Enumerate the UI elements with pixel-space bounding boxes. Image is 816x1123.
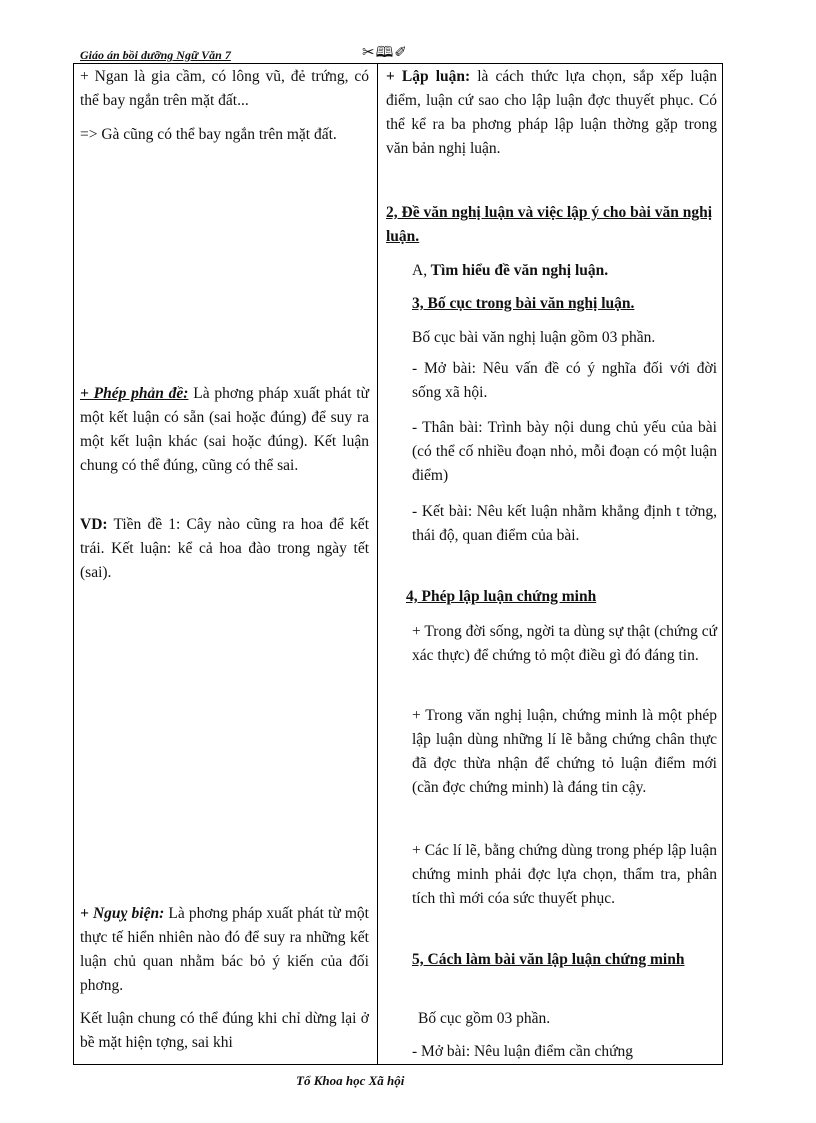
heading-cach-lam-bai: 5, Cách làm bài văn lập luận chứng minh [412, 951, 685, 968]
lap-luan-label: + Lập luận: [386, 68, 471, 85]
cach-lam-mo-bai: - Mở bài: Nêu luận điểm cần chứng [412, 1043, 634, 1060]
example-label: VD: [80, 516, 108, 533]
right-paragraph-lap-luan [386, 65, 717, 161]
column-divider [377, 64, 378, 1064]
left-paragraph-phep-phan-de [80, 382, 369, 478]
chung-minh-doi-song: + Trong đời sống, ngời ta dùng sự thật (chứng cứ xác thực) để chứng tỏ một điều gì đó đáng tin. [412, 623, 717, 664]
page-header [80, 45, 740, 64]
heading-de-van-nghi-luan: 2, Đề văn nghị luận và việc lập ý cho bài văn nghị luận. [386, 204, 712, 245]
heading-tim-hieu-de [412, 259, 717, 283]
heading-chung-minh: 4, Phép lập luận chứng minh [406, 588, 597, 605]
tim-hieu-de-text: Tìm hiểu đề văn nghị luận. [427, 262, 609, 279]
left-paragraph-ket-luan: Kết luận chung có thể đúng khi chỉ dừng lại ở bề mặt hiện tợng, sai khi [80, 1010, 369, 1051]
bo-cuc-than-bai: - Thân bài: Trình bày nội dung chủ yếu của bài (có thể cố nhiều đoạn nhỏ, mỗi đoạn có một luận điểm) [412, 419, 717, 484]
nguy-bien-label: + Nguỵ biện: [80, 905, 165, 922]
chung-minh-van-nghi-luan: + Trong văn nghị luận, chứng minh là một phép lập luận dùng những lí lẽ bằng chứng chân thực đã đợc thừa nhận để chứng tỏ luận điểm mới (cần đợc chứng minh) là đáng tin cậy. [412, 707, 717, 796]
chung-minh-li-le: + Các lí lẽ, bằng chứng dùng trong phép lập luận chứng minh phải đợc lựa chọn, thẩm tra, phân tích thì mới cóa sức thuyết phục. [412, 842, 717, 907]
left-paragraph-ga: => Gà cũng có thể bay ngắn trên mặt đất. [80, 126, 337, 143]
left-column [80, 64, 369, 1064]
nguy-bien-text: Là phơng pháp xuất phát từ một thực tế hiển nhiên nào đó để suy ra những kết luận chủ quan nhằm bác bỏ ý kiến của đối phơng. [80, 905, 369, 994]
bo-cuc-mo-bai: - Mở bài: Nêu vấn đề có ý nghĩa đối với đời sống xã hội. [412, 360, 717, 401]
cach-lam-bo-cuc: Bố cục gồm 03 phần. [418, 1010, 551, 1027]
left-paragraph-ngan: + Ngan là gia cầm, có lông vũ, đẻ trứng, có thể bay ngắn trên mặt đất... [80, 68, 369, 109]
bo-cuc-ket-bai: - Kết bài: Nêu kết luận nhằm khẳng định t tởng, thái độ, quan điểm của bài. [412, 503, 717, 544]
book-ornament-icon: ✂🕮✐ [362, 45, 408, 61]
example-text: Tiền đề 1: Cây nào cũng ra hoa để kết trái. Kết luận: kể cả hoa đào trong ngày tết (sai). [80, 516, 369, 581]
tim-hieu-de-prefix: A, [412, 262, 428, 279]
page-footer: Tổ Khoa học Xã hội [296, 1073, 405, 1088]
phep-phan-de-text: Là phơng pháp xuất phát từ một kết luận có sẵn (sai hoặc đúng) để suy ra một kết luận khác (sai hoặc đúng). Kết luận chung có thể đúng, cũng có thể sai. [80, 385, 369, 474]
lap-luan-text: là cách thức lựa chọn, sắp xếp luận điểm, luận cứ sao cho lập luận đợc thuyết phục. Có thể kể ra ba phơng pháp lập luận thờng gặp trong văn bản nghị luận. [386, 68, 717, 157]
content-table [73, 63, 723, 1065]
header-title: Giáo án bồi dưỡng Ngữ Văn 7 [80, 48, 231, 62]
left-paragraph-nguy-bien [80, 902, 369, 998]
heading-bo-cuc: 3, Bố cục trong bài văn nghị luận. [412, 295, 635, 312]
left-paragraph-example [80, 513, 369, 585]
right-column [386, 64, 717, 1064]
bo-cuc-intro: Bố cục bài văn nghị luận gồm 03 phần. [412, 329, 656, 346]
phep-phan-de-label: + Phép phản đề: [80, 385, 189, 402]
